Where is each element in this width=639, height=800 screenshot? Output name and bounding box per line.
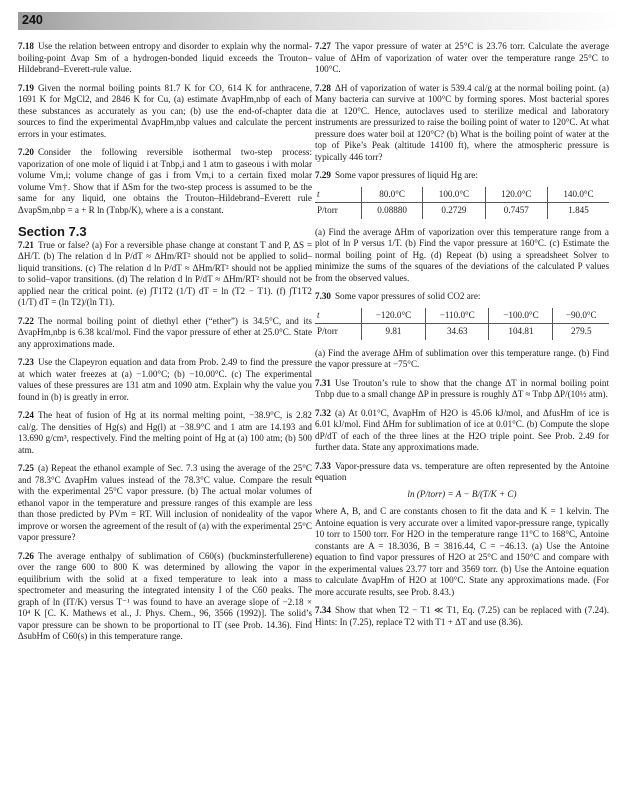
table-cell: 104.81 xyxy=(489,324,553,340)
table-cell: 100.0°C xyxy=(423,187,485,203)
hg-vapor-pressure-table xyxy=(315,187,609,219)
problem-7-30 xyxy=(315,291,609,303)
problem-number: 7.32 xyxy=(315,407,331,418)
table-cell: −90.0°C xyxy=(553,308,609,324)
problem-number: 7.22 xyxy=(18,315,34,326)
problem-text: Consider the following reversible isothermal two-step process: vaporization of one mole of liquid i at Tnbp,i and 1 atm to gaseous i with molar volume Vm,i; volume change of gas i from Vm,i to a certain fixed molar volume Vm†. Show that if ΔSm for the two-step process is assumed to be the same for any liquid, one obtains the Trouton–Hildebrand–Everett rule ΔvapSm,nbp = a + R ln (Tnbp/K), where a is a constant. xyxy=(18,147,312,215)
problem-text: Vapor-pressure data vs. temperature are often represented by the Antoine equation xyxy=(315,460,609,482)
table-row-label: P/torr xyxy=(315,203,362,219)
antoine-equation: ln (P/torr) = A − B/(T/K + C) xyxy=(407,488,517,499)
problem-7-27 xyxy=(315,41,609,76)
problem-7-24 xyxy=(18,410,312,456)
table-row-label: t xyxy=(315,308,362,324)
table-cell: 34.63 xyxy=(426,324,489,340)
problem-number: 7.28 xyxy=(315,82,331,93)
table-row-label: t xyxy=(315,187,362,203)
problem-number: 7.25 xyxy=(18,463,34,473)
problem-text: (a) At 0.01°C, ΔvapHm of H2O is 45.06 kJ/mol, and ΔfusHm of ice is 6.01 kJ/mol. Find ΔHm for sublimation of ice at 0.01°C. (b) Compute the slope dP/dT of each of the three lines at the H2O triple point. See Prob. 2.49 for further data. State any approximations made. xyxy=(315,407,609,452)
table-cell: 279.5 xyxy=(553,324,609,340)
problem-7-29-questions: (a) Find the average ΔHm of vaporization over this temperature range from a plot of ln P versus 1/T. (b) Find the vapor pressure at 160°C. (c) Estimate the normal boiling point of Hg. (d) Repeat (b) using a spreadsheet Solver to minimize the sums of the squares of the deviations of the calculated P values from the observed values. xyxy=(315,226,609,283)
table-cell: 140.0°C xyxy=(547,187,609,203)
problem-7-31 xyxy=(315,378,609,401)
problem-text: The heat of fusion of Hg at its normal melting point, −38.9°C, is 2.82 cal/g. The densities of Hg(s) and Hg(l) at −38.9°C and 1 atm are 14.193 and 13.690 g/cm³, respectively. Find the melting point of Hg at (a) 100 atm; (b) 500 atm. xyxy=(18,410,312,455)
table-cell: 0.2729 xyxy=(423,203,485,219)
problem-number: 7.29 xyxy=(315,170,331,180)
section-title: Section 7.3 xyxy=(18,224,87,239)
table-cell: 120.0°C xyxy=(485,187,547,203)
problem-7-34 xyxy=(315,605,609,628)
right-column xyxy=(315,41,609,635)
problem-number: 7.20 xyxy=(18,147,34,157)
problem-number: 7.26 xyxy=(18,550,34,561)
left-column xyxy=(18,41,312,650)
problem-7-28 xyxy=(315,83,609,164)
table-cell: 0.08880 xyxy=(362,203,423,219)
problem-text: Show that when T2 − T1 ≪ T1, Eq. (7.25) can be replaced with (7.24). Hints: In (7.25), replace T2 with T1 + ΔT and use (8.36). xyxy=(315,605,609,627)
table-cell: 1.845 xyxy=(547,203,609,219)
table-row xyxy=(315,324,609,340)
problem-number: 7.23 xyxy=(18,357,34,367)
problem-text: The average enthalpy of sublimation of C60(s) (buckminsterfullerene) over the range 600 to 800 K was determined by allowing the vapor in equilibrium with the solid at a fixed temperature to leak into a mass spectrometer and measuring the integrated intensity I of the C60 peaks. The graph of ln (IT/K) versus T⁻¹ was found to have an average slope of −2.18 × 10⁴ K [C. K. Mathews et al., J. Phys. Chem., 96, 3566 (1992)]. The solid’s vapor pressure can be shown to be proportional to IT (see Prob. 14.36). Find ΔsubHm of C60(s) in this temperature range. xyxy=(18,550,312,641)
problem-7-19 xyxy=(18,83,312,141)
problem-7-22 xyxy=(18,316,312,351)
problem-text: (a) Repeat the ethanol example of Sec. 7.3 using the average of the 25°C and 78.3°C ΔvapHm values instead of the 78.3°C value. Compare the result with the experimental 25°C vapor pressure. (b) The actual molar volumes of ethanol vapor in the temperature and pressure ranges of this example are less than those predicted by PVm = RT. Will inclusion of nonideality of the vapor improve or worsen the agreement of the result of (a) with the experimental 25°C vapor pressure? xyxy=(18,463,312,542)
table-row-label: P/torr xyxy=(315,324,362,340)
table-cell: −100.0°C xyxy=(489,308,553,324)
problem-7-33 xyxy=(315,461,609,484)
problem-7-33-continued: where A, B, and C are constants chosen to fit the data and K = 1 kelvin. The Antoine equation is very accurate over a limited vapor-pressure range, typically 10 torr to 1500 torr. For H2O in the temperature range 11°C to 168°C, Antoine constants are A = 18.3036, B = 3816.44, C = −46.13. (a) Use the Antoine equation to find vapor pressures of H2O at 25°C and 150°C and compare with the experimental values 23.77 torr and 3569 torr. (b) Use the Antoine equation to calculate ΔvapHm of H2O at 100°C. State any approximations made. (For more accurate results, see Prob. 8.43.) xyxy=(315,506,609,597)
co2-vapor-pressure-table xyxy=(315,308,609,340)
table-row xyxy=(315,203,609,219)
problem-number: 7.31 xyxy=(315,377,331,388)
problem-7-20 xyxy=(18,147,312,216)
problem-text: True or false? (a) For a reversible phase change at constant T and P, ΔS = ΔH/T. (b) The relation d ln P/dT ≈ ΔHm/RT² should not be applied to solid–liquid transitions. (c) The relation d ln P/dT ≈ ΔHm/RT² should not be applied to solid–vapor transitions. (d) The relation d ln P/dT ≈ ΔHm/RT² should not be applied near the critical point. (e) ∫T1T2 (1/T) dT = ln (T2 − T1). (f) ∫T1T2 (1/T) dT = (ln T2)/(ln T1). xyxy=(18,239,312,307)
problem-number: 7.27 xyxy=(315,41,331,51)
problem-text: Given the normal boiling points 81.7 K for CO, 614 K for anthracene, 1691 K for MgCl2, and 2846 K for Cu, (a) estimate ΔvapHm,nbp of each of these substances as accurately as you can; (b) use the end-of-chapter data sources to find the experimental ΔvapHm,nbp values and calculate the percent errors in your estimates. xyxy=(18,82,312,139)
problem-7-25 xyxy=(18,463,312,544)
problem-text: The normal boiling point of diethyl ether (“ether”) is 34.5°C, and its ΔvapHm,nbp is 6.38 kcal/mol. Find the vapor pressure of ether at 25.0°C. State any approximations made. xyxy=(18,315,312,349)
page-header-bar xyxy=(18,12,621,30)
problem-text: Some vapor pressures of solid CO2 are: xyxy=(334,291,481,301)
problem-number: 7.34 xyxy=(315,605,331,615)
table-row xyxy=(315,187,609,203)
problem-7-29 xyxy=(315,170,609,182)
problem-7-23 xyxy=(18,357,312,403)
problem-number: 7.24 xyxy=(18,410,34,420)
problem-number: 7.18 xyxy=(18,41,34,51)
problem-7-30-questions: (a) Find the average ΔHm of sublimation over this temperature range. (b) Find the vapor pressure at −75°C. xyxy=(315,347,609,369)
table-cell: 0.7457 xyxy=(485,203,547,219)
problem-number: 7.19 xyxy=(18,82,34,93)
problem-text: Some vapor pressures of liquid Hg are: xyxy=(334,170,478,180)
problem-7-18 xyxy=(18,41,312,76)
problem-text: Use the Clapeyron equation and data from Prob. 2.49 to find the pressure at which water freezes at (a) −1.00°C; (b) −10.00°C. (c) The experimental values of these pressures are 131 atm and 1090 atm. Explain why the value you found in (b) is greatly in error. xyxy=(18,357,312,402)
table-cell: −110.0°C xyxy=(426,308,489,324)
problem-text: Use the relation between entropy and disorder to explain why the normal-boiling-point Δvap Sm of a hydrogen-bonded liquid exceeds the Trouton–Hildebrand–Everett-rule value. xyxy=(18,41,312,74)
problem-number: 7.33 xyxy=(315,460,331,471)
problem-number: 7.21 xyxy=(18,239,34,250)
page-number: 240 xyxy=(22,13,43,27)
problem-7-21 xyxy=(18,240,312,309)
problem-7-32 xyxy=(315,408,609,454)
table-row xyxy=(315,308,609,324)
table-cell: 9.81 xyxy=(362,324,426,340)
problem-text: The vapor pressure of water at 25°C is 23.76 torr. Calculate the average value of ΔHm of vaporization of water over the temperature range 25°C to 100°C. xyxy=(315,41,609,74)
problem-text: ΔH of vaporization of water is 539.4 cal/g at the normal boiling point. (a) Many bacteria can survive at 100°C by forming spores. Most bacterial spores die at 120°C. Hence, autoclaves used to sterilize medical and laboratory instruments are pressurized to raise the boiling point of water to 120°C. At what pressure does water boil at 120°C? (b) What is the boiling point of water at the top of Pike’s Peak (altitude 14100 ft), where the atmospheric pressure is typically 446 torr? xyxy=(315,82,609,162)
table-cell: 80.0°C xyxy=(362,187,423,203)
table-cell: −120.0°C xyxy=(362,308,426,324)
problem-text: Use Trouton’s rule to show that the change ΔT in normal boiling point Tnbp due to a small change ΔP in pressure is roughly ΔT ≈ Tnbp ΔP/(10½ atm). xyxy=(315,377,609,399)
problem-number: 7.30 xyxy=(315,291,331,301)
problem-7-26 xyxy=(18,551,312,643)
